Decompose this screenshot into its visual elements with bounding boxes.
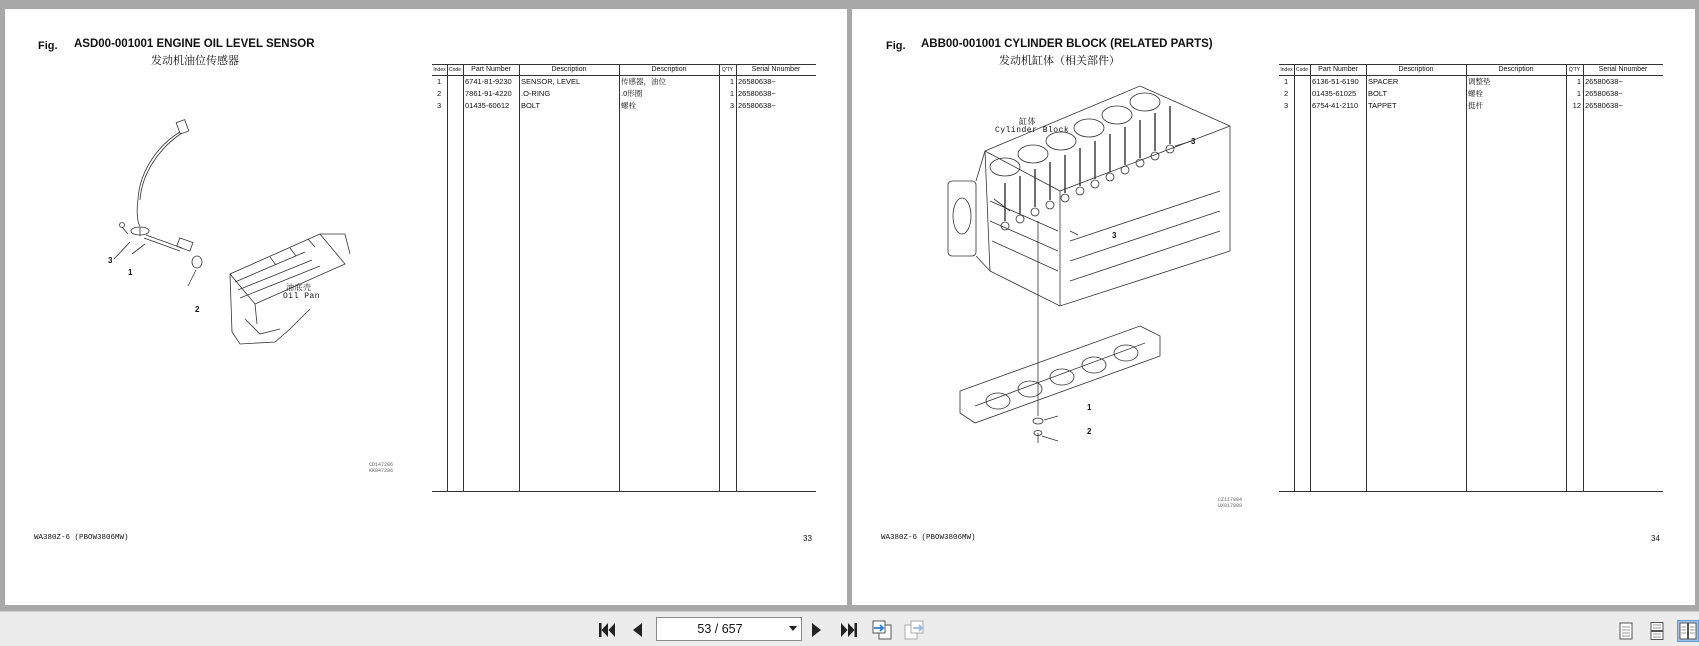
header-index: Index: [1280, 67, 1293, 73]
fig-label: Fig.: [886, 40, 906, 52]
parts-table: Index Code Part Number Description Description Q'TY Serial Nnumber 1 6136-51-6190 SPACER 调整垫 1 26580638~ 2 01435-61025 BOLT 螺栓 1 26580638~ 3 6754-41-2110 TAPPET 挺杆 12 26580638~: [1279, 64, 1663, 492]
last-page-icon[interactable]: [838, 619, 860, 641]
first-page-icon[interactable]: [596, 619, 618, 641]
header-qty: Q'TY: [1568, 67, 1581, 73]
oil-pan-tag-en: Oil Pan: [283, 292, 321, 301]
drawing-code: CZ117884 UX017880: [1218, 497, 1243, 509]
page-right: [852, 9, 1695, 605]
single-page-view-icon[interactable]: [1615, 620, 1637, 642]
next-page-icon[interactable]: [806, 619, 828, 641]
figure-subtitle: 发动机缸体（相关部件）: [999, 55, 1120, 67]
figure-subtitle: 发动机油位传感器: [151, 55, 239, 67]
page-indicator: 53 / 657: [697, 622, 743, 636]
page-left: [5, 9, 847, 605]
prev-page-icon[interactable]: [626, 619, 648, 641]
cylinder-block-tag-cn: 缸体: [1019, 118, 1036, 127]
header-serial: Serial Nnumber: [751, 66, 801, 73]
header-serial: Serial Nnumber: [1598, 66, 1648, 73]
page-selector[interactable]: [656, 617, 802, 641]
go-forward-icon[interactable]: [903, 619, 925, 641]
callout-1: 1: [128, 268, 133, 277]
footer-model: WA380Z-6 (PBOW3806MW): [881, 534, 976, 542]
cylinder-block-drawing: [930, 71, 1235, 456]
parts-table: Index Code Part Number Description Description Q'TY Serial Nnumber 1 6741-81-9230 SENSOR, LEVEL 传感器，油位 1 26580638~ 2 7861-91-4220 .O-RING .0形圈 1 26580638~ 3 01435-60612 BOLT 螺栓 3 26580638~: [432, 64, 816, 492]
fig-label: Fig.: [38, 40, 58, 52]
callout-2: 2: [195, 305, 200, 314]
header-qty: Q'TY: [721, 67, 734, 73]
callout-3: 3: [108, 256, 113, 265]
header-part-number: Part Number: [1318, 66, 1358, 73]
header-index: Index: [433, 67, 446, 73]
footer-model: WA380Z-6 (PBOW3806MW): [34, 534, 129, 542]
page-number: 33: [803, 534, 812, 543]
two-page-view-icon[interactable]: [1677, 620, 1699, 642]
go-back-icon[interactable]: [871, 619, 893, 641]
oil-level-sensor-drawing: [100, 114, 380, 374]
cylinder-block-tag-en: Cylinder Block: [995, 126, 1070, 135]
header-description-cn: Description: [1498, 66, 1534, 73]
header-part-number: Part Number: [471, 66, 511, 73]
chevron-down-icon[interactable]: [789, 626, 797, 631]
callout-3: 3: [1191, 137, 1196, 146]
header-description-en: Description: [1398, 66, 1434, 73]
header-code: Code: [449, 67, 461, 73]
header-description-en: Description: [551, 66, 587, 73]
callout-3: 3: [1112, 231, 1117, 240]
callout-2: 2: [1087, 427, 1092, 436]
continuous-view-icon[interactable]: [1646, 620, 1668, 642]
viewer-toolbar: [0, 611, 1699, 646]
figure-title: ASD00-001001 ENGINE OIL LEVEL SENSOR: [74, 38, 315, 50]
callout-1: 1: [1087, 403, 1092, 412]
figure-title: ABB00-001001 CYLINDER BLOCK (RELATED PARTS): [921, 38, 1213, 50]
page-number: 34: [1651, 534, 1660, 543]
header-description-cn: Description: [651, 66, 687, 73]
drawing-code: CD147286 KK047286: [369, 462, 394, 474]
oil-pan-tag-cn: 油底壳: [286, 284, 312, 293]
header-code: Code: [1296, 67, 1308, 73]
